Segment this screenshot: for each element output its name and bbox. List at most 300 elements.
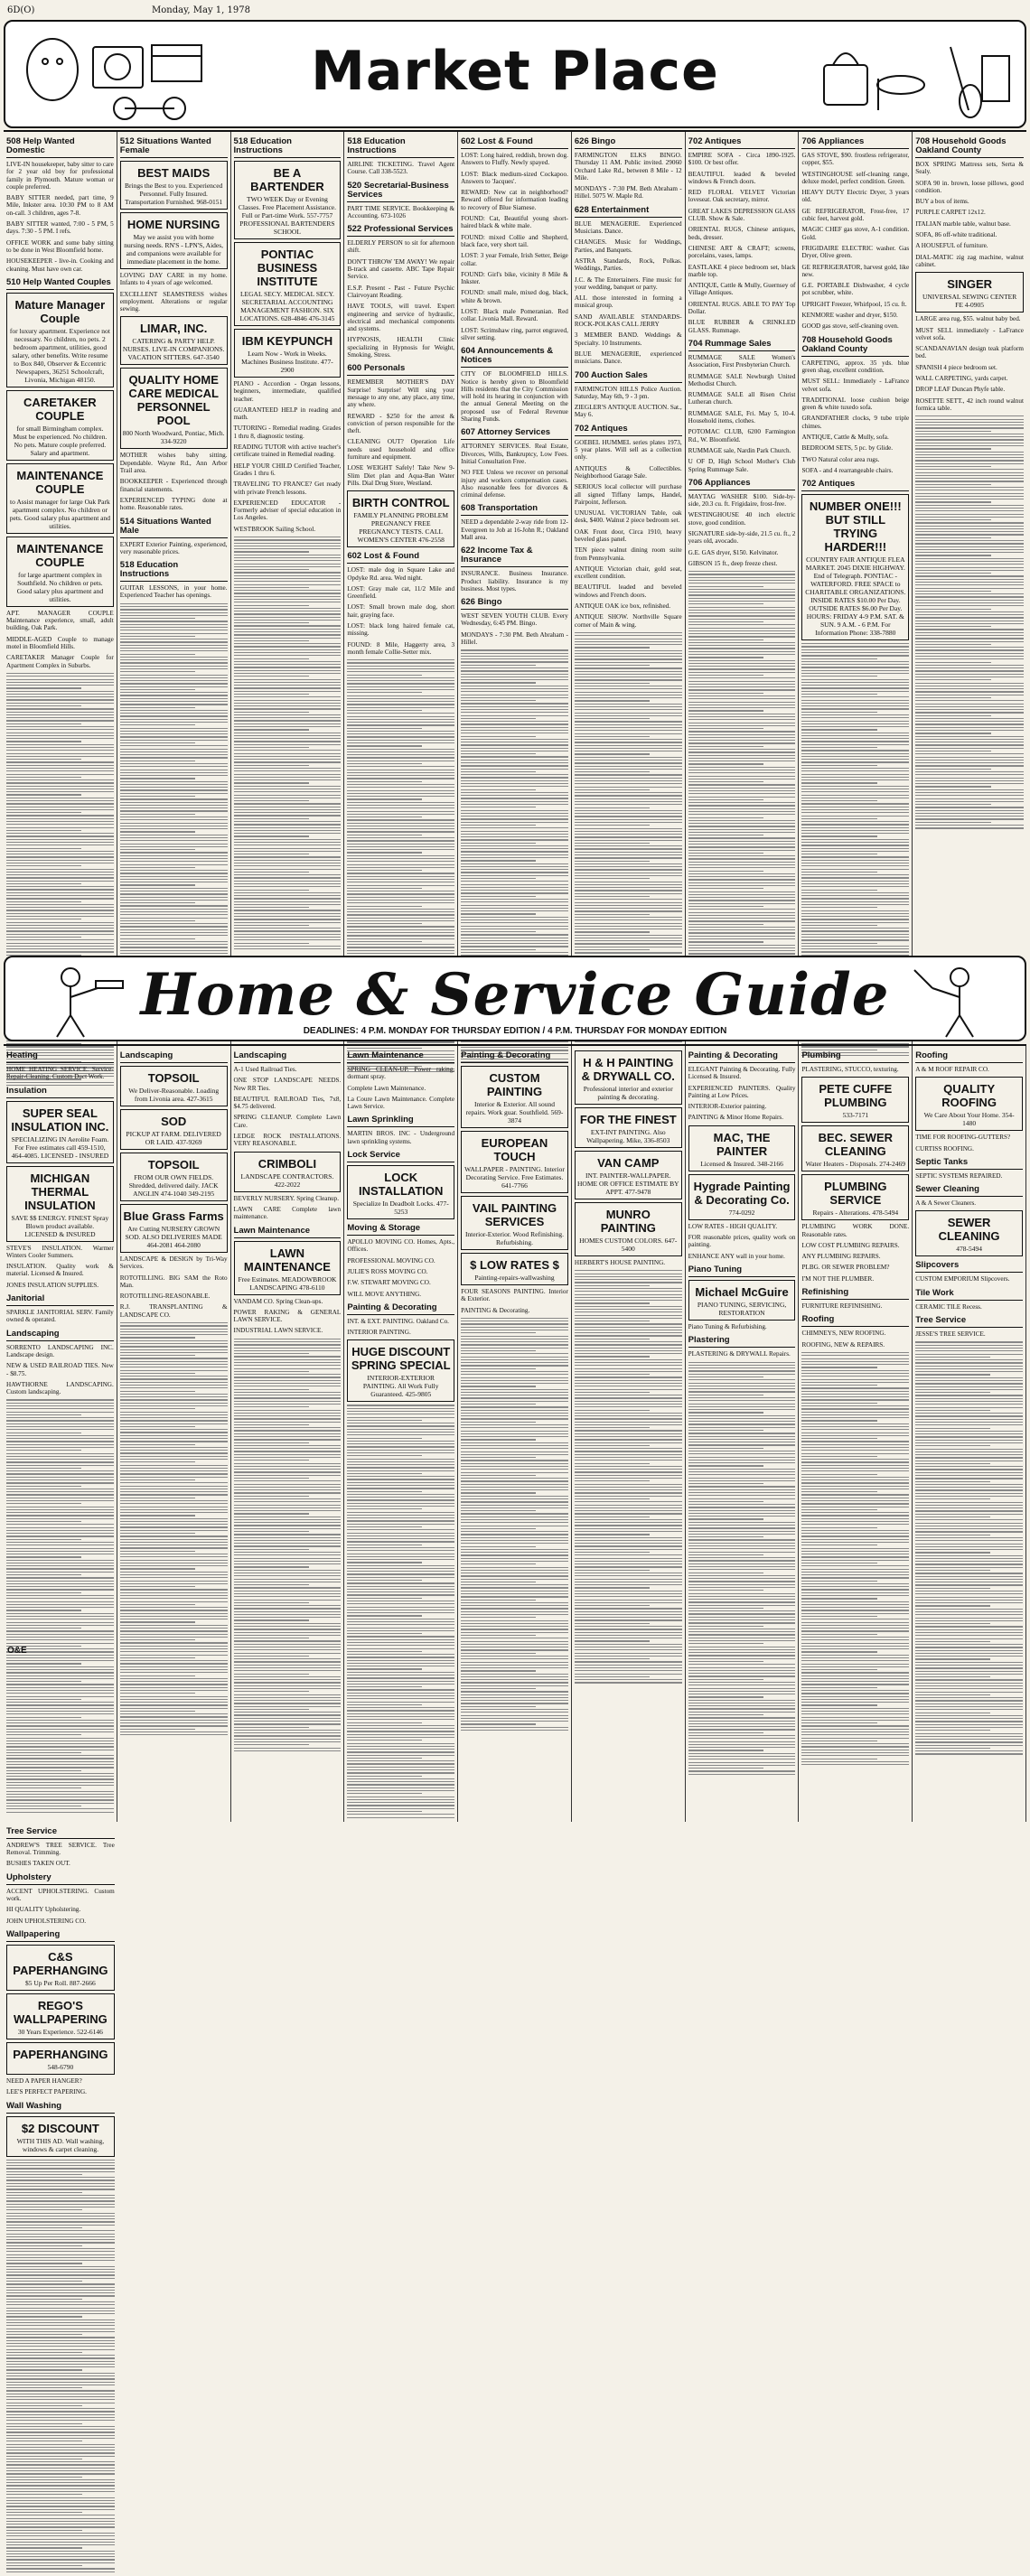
- classified-column: [572, 132, 686, 1089]
- text-line: [120, 1423, 228, 1424]
- text-line: [120, 704, 228, 705]
- text-line: [6, 827, 114, 828]
- text-line: [6, 2234, 115, 2235]
- text-line: [801, 1607, 909, 1608]
- text-line: [6, 1787, 81, 1788]
- classified-ad: AIRLINE TICKETING. Travel Agent Course. Call 338-5523.: [347, 161, 455, 176]
- display-ad-headline: TOPSOIL: [147, 1071, 200, 1085]
- text-line: [234, 835, 309, 836]
- text-line: [347, 1594, 454, 1595]
- text-line: [575, 658, 682, 659]
- text-line: [461, 1478, 568, 1479]
- text-line: [6, 1560, 114, 1561]
- classified-ad: SPARKLE JANITORIAL SERV. Family owned & operated.: [6, 1309, 114, 1324]
- classified-ad: PLBG. OR SEWER PROBLEM?: [801, 1264, 890, 1272]
- text-line: [234, 655, 342, 656]
- text-line: [688, 746, 763, 747]
- text-line: [234, 548, 342, 549]
- text-line: [801, 907, 876, 908]
- text-line: [6, 756, 114, 757]
- text-line: [120, 1385, 228, 1386]
- text-line: [461, 753, 536, 754]
- text-line: [347, 1420, 422, 1421]
- text-line: [575, 1285, 650, 1286]
- section-heading: Lock Service: [347, 1149, 454, 1162]
- classified-ad: HERBERT'S HOUSE PAINTING.: [574, 1259, 666, 1266]
- text-line: [234, 1348, 342, 1349]
- text-line: [347, 1755, 454, 1756]
- text-line: [120, 1568, 195, 1569]
- text-line: [6, 2435, 115, 2436]
- text-line: [688, 936, 796, 937]
- text-line: [461, 1667, 568, 1668]
- classified-ad: RUMMAGE SALE all Risen Christ Lutheran church.: [688, 391, 796, 406]
- text-line: [688, 879, 796, 880]
- text-line: [6, 2530, 82, 2531]
- text-line: [120, 1482, 228, 1483]
- text-line: [915, 1540, 1023, 1541]
- text-line: [688, 1543, 796, 1544]
- text-line: [234, 756, 342, 757]
- classified-ad: INTERIOR-Exterior painting.: [688, 1103, 767, 1111]
- text-line: [120, 789, 228, 790]
- text-line: [347, 763, 422, 764]
- text-line: [6, 1812, 114, 1813]
- text-line: [575, 656, 682, 657]
- text-line: [688, 740, 796, 741]
- text-line: [120, 1716, 228, 1717]
- text-line: [120, 1628, 228, 1629]
- text-line: [801, 856, 909, 857]
- text-line: [347, 906, 422, 907]
- classified-ad: ELDERLY PERSON to sit for afternoon shift.: [347, 239, 455, 255]
- text-line: [915, 1386, 1023, 1387]
- text-line: [801, 816, 909, 817]
- text-line: [575, 1406, 682, 1407]
- classified-ad: MOTHER wishes baby sitting. Dependable. Wayne Rd., Ann Arbor Trail area.: [119, 452, 228, 475]
- text-line: [347, 831, 454, 832]
- text-line: [347, 1612, 454, 1613]
- text-line: [120, 728, 228, 729]
- text-line: [915, 1588, 990, 1589]
- text-line: [575, 1682, 682, 1683]
- text-line: [688, 927, 796, 928]
- text-line: [688, 1474, 796, 1475]
- text-line: [915, 635, 1024, 636]
- text-line: [120, 1681, 228, 1682]
- text-line: [120, 1399, 228, 1400]
- text-line: [347, 1473, 422, 1474]
- text-line: [575, 727, 682, 728]
- text-line: [461, 774, 568, 775]
- text-line: [234, 1422, 342, 1423]
- text-line: [801, 1352, 909, 1353]
- text-line: [234, 1688, 342, 1689]
- text-line: [688, 672, 796, 673]
- text-line: [234, 1635, 342, 1636]
- text-line: [688, 619, 796, 620]
- text-line: [461, 1632, 568, 1633]
- text-line: [6, 1758, 114, 1759]
- text-line: [688, 1587, 796, 1588]
- text-line: [688, 702, 796, 703]
- text-line: [120, 1524, 228, 1525]
- classified-ad: G.E. GAS dryer, $150. Kelvinator.: [688, 548, 779, 556]
- text-line: [461, 1466, 568, 1467]
- text-line: [461, 739, 568, 740]
- text-line: [915, 1457, 1023, 1458]
- text-line: [915, 1514, 1023, 1515]
- text-line: [801, 1693, 909, 1694]
- text-line: [801, 655, 909, 656]
- text-line: [915, 1718, 1023, 1719]
- text-line: [6, 1607, 114, 1608]
- text-line: [801, 1385, 876, 1386]
- text-line: [6, 2322, 115, 2323]
- classified-ad: G.E. PORTABLE Dishwasher, 4 cycle pot scrubber, white.: [801, 282, 910, 297]
- text-line: [688, 1622, 796, 1623]
- section-heading: 607 Attorney Services: [461, 426, 568, 440]
- text-line: [688, 1552, 796, 1553]
- text-line: [688, 589, 796, 590]
- classified-ad: FOUND: mixed Collie and Shepherd, black face, very short tail.: [461, 233, 568, 248]
- text-line: [915, 629, 1024, 630]
- text-line: [6, 774, 114, 775]
- classified-ad: DROP LEAF Duncan Phyfe table.: [915, 386, 1006, 394]
- classified-ad: BEAUTIFUL leaded & beveled windows & French doors.: [688, 170, 796, 185]
- text-line: [575, 890, 682, 891]
- text-line: [915, 1676, 990, 1677]
- text-line: [6, 1634, 114, 1635]
- text-line: [688, 903, 796, 904]
- deadlines-note: DEADLINES: 4 P.M. MONDAY FOR THURSDAY EDITION / 4 P.M. THURSDAY FOR MONDAY EDITION: [303, 1026, 727, 1036]
- text-line: [347, 1482, 454, 1483]
- text-line: [575, 1463, 650, 1464]
- text-line: [347, 1529, 454, 1530]
- text-line: [234, 1397, 342, 1398]
- text-line: [801, 1403, 876, 1404]
- text-line: [6, 723, 81, 724]
- text-line: [575, 1315, 682, 1316]
- text-line: [6, 1791, 114, 1792]
- text-line: [575, 697, 682, 698]
- section-heading: Plastering: [688, 1334, 796, 1348]
- classified-ad: JONES INSULATION SUPPLIES.: [6, 1281, 99, 1289]
- text-line: [461, 1501, 568, 1502]
- text-line: [688, 1626, 763, 1627]
- text-line: [801, 1729, 909, 1730]
- classified-ad: GAS STOVE, $90. frostless refrigerator, copper, $55.: [801, 152, 910, 167]
- text-line: [6, 2431, 115, 2432]
- classified-ad: INT. & EXT. PAINTING. Oakland Co.: [347, 1317, 449, 1325]
- text-line: [688, 1362, 796, 1363]
- text-line: [6, 1530, 114, 1531]
- text-line: [461, 857, 568, 858]
- text-line: [120, 814, 195, 815]
- text-line: [461, 691, 568, 692]
- text-line: [801, 1746, 909, 1747]
- text-line: [6, 1660, 114, 1661]
- classified-ad: KENMORE washer and dryer, $150.: [801, 312, 898, 320]
- text-line: [461, 1700, 568, 1701]
- text-line: [234, 1401, 342, 1402]
- text-line: [915, 1478, 1023, 1479]
- text-line: [688, 1590, 763, 1591]
- classified-ad: FOUR SEASONS PAINTING. Interior & Exterior.: [461, 1288, 568, 1303]
- text-line: [461, 1570, 568, 1571]
- text-line: [915, 564, 1024, 565]
- text-line: [915, 1398, 1023, 1399]
- text-line: [6, 1711, 114, 1712]
- text-line: [915, 822, 991, 823]
- classified-ad: CERAMIC TILE Recess.: [915, 1302, 982, 1311]
- text-line: [575, 647, 650, 648]
- text-line: [801, 1405, 909, 1406]
- text-line: [234, 584, 342, 585]
- text-line: [575, 1665, 682, 1666]
- text-line: [688, 1667, 796, 1668]
- text-line: [801, 883, 909, 884]
- text-line: [120, 1565, 228, 1566]
- text-line: [120, 1343, 228, 1344]
- text-line: [234, 596, 342, 597]
- text-line: [120, 784, 228, 785]
- text-line: [461, 816, 568, 817]
- text-line: [6, 2509, 115, 2510]
- text-line: [347, 935, 454, 936]
- text-line: [347, 790, 454, 791]
- text-line: [234, 890, 309, 891]
- text-line: [6, 2248, 115, 2249]
- text-line: [234, 705, 342, 706]
- text-line: [6, 839, 114, 840]
- text-line: [801, 682, 909, 683]
- text-line: [347, 944, 454, 945]
- text-line: [688, 1774, 796, 1775]
- text-line: [915, 1415, 1023, 1416]
- display-ad: [120, 1066, 228, 1106]
- market-place-classifieds: [4, 130, 1026, 954]
- text-line: [801, 708, 909, 709]
- text-line: [6, 1542, 114, 1543]
- text-line: [915, 1697, 1023, 1698]
- classified-ad: SOFA 90 in. brown, loose pillows, good condition.: [915, 179, 1024, 194]
- text-line: [461, 848, 568, 849]
- text-line: [915, 644, 991, 645]
- text-line: [915, 1531, 1023, 1532]
- text-line: [6, 1767, 114, 1768]
- text-line: [688, 850, 796, 851]
- classified-ad: UPRIGHT Freezer, Whirlpool, 15 cu. ft.: [801, 300, 907, 308]
- text-line: [688, 1581, 796, 1582]
- text-line: [801, 753, 909, 754]
- text-line: [575, 700, 650, 701]
- text-line: [801, 1743, 909, 1744]
- text-line: [575, 919, 682, 920]
- text-line: [801, 673, 909, 674]
- text-line: [347, 1808, 454, 1809]
- text-line: [120, 668, 228, 669]
- text-line: [347, 1591, 454, 1592]
- display-ad-headline: VAIL PAINTING SERVICES: [472, 1201, 557, 1228]
- home-service-banner: [4, 956, 1026, 1041]
- text-line: [575, 1401, 682, 1402]
- text-line: [801, 1577, 909, 1578]
- classified-ad: MUST SELL: Immediately - LaFrance velvet sofa.: [801, 378, 910, 393]
- text-line: [461, 1415, 568, 1416]
- text-line: [347, 805, 454, 806]
- text-line: [688, 1765, 796, 1766]
- text-line: [234, 649, 342, 650]
- classified-ad: GREAT LAKES DEPRESSION GLASS CLUB. Show & Sale.: [688, 207, 796, 223]
- text-line: [6, 2535, 115, 2536]
- text-line: [6, 1666, 114, 1667]
- text-line: [915, 1392, 990, 1393]
- text-line: [120, 807, 228, 808]
- text-line: [6, 779, 114, 780]
- text-line: [234, 744, 342, 745]
- text-line: [6, 865, 81, 866]
- text-line: [915, 540, 1024, 541]
- classified-ad: LOST: Black medium-sized Cockapoo. Answers to 'Jacques'.: [461, 170, 568, 185]
- text-line: [347, 722, 454, 723]
- text-line: [120, 831, 195, 832]
- text-line: [915, 1496, 1023, 1497]
- text-line: [234, 916, 342, 917]
- text-line: [801, 679, 909, 680]
- text-line: [6, 765, 114, 766]
- text-line: [347, 1441, 454, 1442]
- text-line: [120, 772, 228, 773]
- classified-column: [117, 1046, 231, 1822]
- text-line: [6, 2308, 115, 2309]
- text-line: [688, 731, 796, 732]
- display-ad-body: 800 North Woodward, Pontiac, Mich. 334-9220: [122, 429, 225, 446]
- text-line: [6, 1681, 81, 1682]
- text-line: [461, 1679, 568, 1680]
- text-line: [801, 1530, 909, 1531]
- text-line: [461, 1457, 536, 1458]
- text-line: [120, 1586, 195, 1587]
- text-line: [6, 2218, 115, 2219]
- text-line: [120, 1444, 195, 1445]
- text-line: [688, 882, 796, 883]
- text-line: [234, 658, 309, 659]
- classified-ad: BOOKKEEPER - Experienced through financial statements.: [119, 478, 228, 493]
- text-line: [6, 2447, 115, 2448]
- text-line: [6, 2556, 115, 2557]
- text-line: [801, 717, 909, 718]
- text-line: [6, 898, 114, 899]
- text-line: [234, 1665, 342, 1666]
- text-line: [120, 686, 228, 687]
- display-ad-body: $5 Up Per Roll. 887-2666: [25, 1978, 96, 1987]
- text-line: [347, 876, 454, 877]
- text-line: [120, 1713, 228, 1714]
- text-line: [6, 2375, 115, 2376]
- display-ad-headline: MAINTENANCE COUPLE: [16, 541, 104, 569]
- classified-ad: POTOMAC CLUB, 6200 Farmington Rd., W. Bloomfield.: [688, 428, 796, 443]
- text-line: [801, 761, 909, 762]
- text-line: [915, 1410, 990, 1411]
- text-line: [915, 1380, 1023, 1381]
- text-line: [120, 884, 195, 885]
- text-line: [234, 1730, 342, 1731]
- text-line: [688, 1682, 796, 1683]
- text-line: [120, 1441, 228, 1442]
- text-line: [915, 1730, 990, 1731]
- text-line: [120, 654, 195, 655]
- text-line: [6, 2343, 115, 2344]
- text-line: [801, 1755, 909, 1756]
- text-line: [347, 1698, 454, 1699]
- classified-ad: LANDSCAPE & DESIGN by Tri-Way Services.: [119, 1255, 228, 1271]
- text-line: [461, 1552, 568, 1553]
- text-line: [688, 858, 796, 859]
- text-line: [347, 745, 422, 746]
- text-line: [915, 789, 1024, 790]
- text-line: [6, 1687, 114, 1688]
- text-line: [6, 2477, 82, 2478]
- text-line: [347, 689, 454, 690]
- text-line: [801, 1474, 876, 1475]
- text-line: [915, 1362, 1023, 1363]
- text-line: [120, 1704, 228, 1705]
- text-line: [347, 1455, 422, 1456]
- text-line: [688, 1601, 796, 1602]
- text-line: [6, 1761, 114, 1762]
- text-line: [575, 1584, 682, 1585]
- classified-ad: SOFA - and 4 rearrangeable chairs.: [801, 466, 894, 474]
- text-line: [120, 641, 228, 642]
- text-line: [915, 422, 1024, 423]
- text-line: [801, 779, 909, 780]
- text-line: [688, 580, 796, 581]
- text-line: [6, 1482, 114, 1483]
- text-line: [6, 2274, 115, 2275]
- section-heading: Plumbing: [801, 1050, 909, 1063]
- display-ad-headline: C&S PAPERHANGING: [13, 1949, 108, 1977]
- text-line: [6, 2278, 115, 2279]
- text-line: [6, 1755, 114, 1756]
- text-line: [801, 1500, 909, 1501]
- text-line: [234, 723, 342, 724]
- display-ad: [120, 1153, 228, 1201]
- text-line: [575, 1309, 682, 1310]
- text-line: [801, 774, 909, 775]
- text-line: [234, 1341, 342, 1342]
- text-line: [120, 941, 228, 942]
- text-line: [575, 713, 682, 714]
- text-line: [461, 1537, 568, 1538]
- text-line: [575, 1291, 682, 1292]
- text-line: [575, 1279, 682, 1280]
- text-line: [6, 1625, 114, 1626]
- text-line: [120, 1479, 195, 1480]
- text-line: [461, 1469, 568, 1470]
- text-line: [347, 1508, 422, 1509]
- text-line: [915, 715, 991, 716]
- text-line: [120, 701, 228, 702]
- section-heading: 700 Auction Sales: [575, 369, 682, 383]
- text-line: [461, 1543, 568, 1544]
- text-line: [801, 898, 909, 899]
- text-line: [575, 644, 682, 645]
- display-ad-body: for small Birmingham complex. Must be experienced. No children. No pets. Mature couple preferred. Salary and apartment.: [13, 424, 108, 457]
- text-line: [461, 1357, 568, 1358]
- text-line: [801, 703, 909, 704]
- text-line: [915, 1436, 1023, 1437]
